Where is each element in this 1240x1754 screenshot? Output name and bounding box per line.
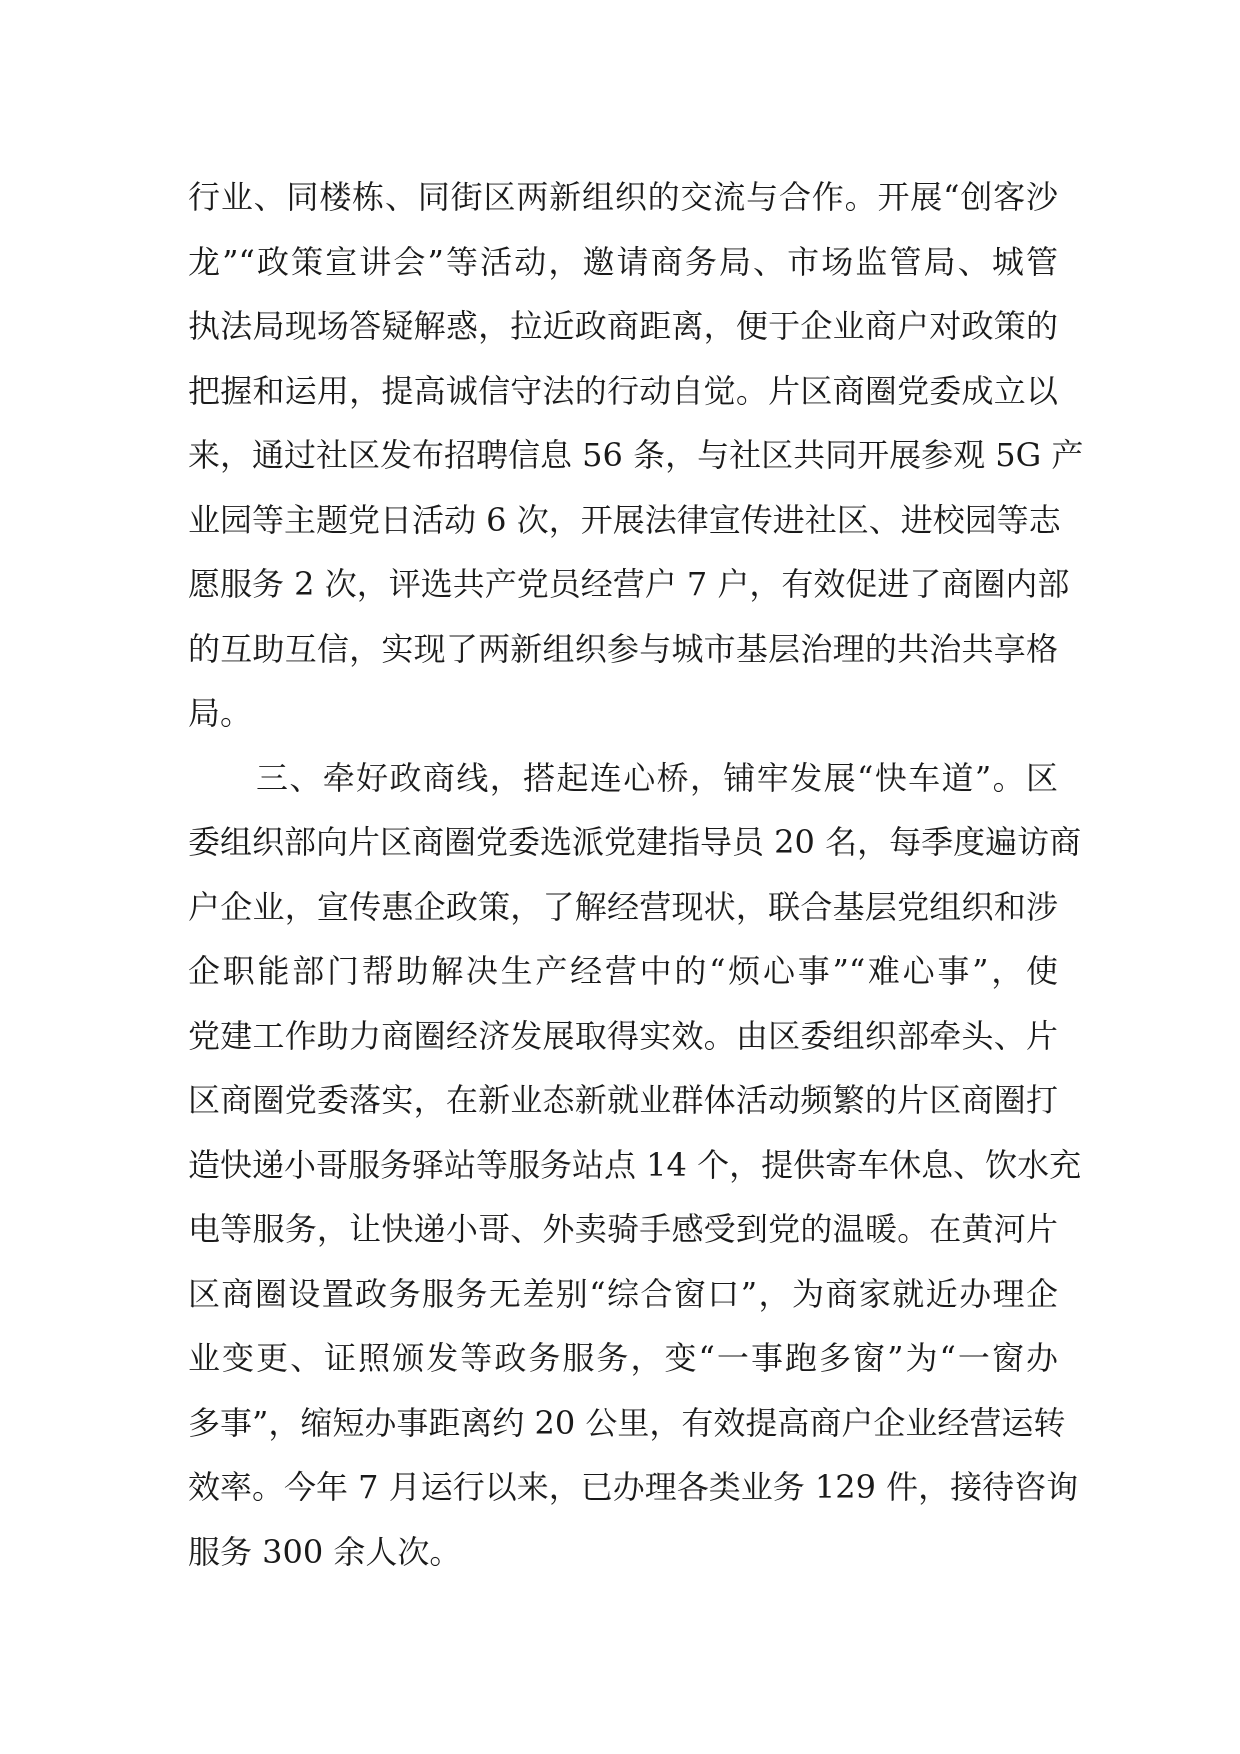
text-line: 企职能部门帮助解决生产经营中的“烦心事”“难心事”，使: [188, 952, 1058, 990]
text-line: 局。: [188, 694, 253, 732]
text-line: 来，通过社区发布招聘信息 56 条，与社区共同开展参观 5G 产: [188, 436, 1084, 474]
text-line: 业园等主题党日活动 6 次，开展法律宣传进社区、进校园等志: [188, 500, 1061, 539]
text-line: 电等服务，让快递小哥、外卖骑手感受到党的温暖。在黄河片: [188, 1210, 1058, 1248]
text-line: 龙”“政策宣讲会”等活动，邀请商务局、市场监管局、城管: [188, 242, 1058, 281]
text-line: 委组织部向片区商圈党委选派党建指导员 20 名，每季度遍访商: [188, 823, 1082, 861]
text-line: 区商圈党委落实，在新业态新就业群体活动频繁的片区商圈打: [188, 1081, 1058, 1119]
paragraph-1: [188, 165, 1084, 746]
document-body: [188, 165, 1084, 1584]
text-line: 把握和运用，提高诚信守法的行动自觉。片区商圈党委成立以: [188, 371, 1058, 410]
text-line: 区商圈设置政务服务无差别“综合窗口”，为商家就近办理企: [188, 1274, 1058, 1313]
text-line: 造快递小哥服务驿站等服务站点 14 个，提供寄车休息、饮水充: [188, 1145, 1082, 1184]
text-line: 的互助互信，实现了两新组织参与城市基层治理的共治共享格: [188, 629, 1058, 668]
text-line: 服务 300 余人次。: [188, 1532, 462, 1571]
section-heading-line: 三、牵好政商线，搭起连心桥，铺牢发展“快车道”。区: [256, 758, 1058, 797]
text-line: 愿服务 2 次，评选共产党员经营户 7 户，有效促进了商圈内部: [188, 565, 1070, 603]
paragraph-2: [188, 746, 1082, 1585]
text-line: 户企业，宣传惠企政策，了解经营现状，联合基层党组织和涉: [188, 887, 1058, 926]
text-line: 行业、同楼栋、同街区两新组织的交流与合作。开展“创客沙: [188, 178, 1058, 216]
text-line: 党建工作助力商圈经济发展取得实效。由区委组织部牵头、片: [188, 1016, 1058, 1055]
text-line: 业变更、证照颁发等政务服务，变“一事跑多窗”为“一窗办: [188, 1339, 1058, 1377]
text-line: 执法局现场答疑解惑，拉近政商距离，便于企业商户对政策的: [188, 307, 1058, 345]
text-line: 多事”，缩短办事距离约 20 公里，有效提高商户企业经营运转: [188, 1403, 1066, 1442]
text-line: 效率。今年 7 月运行以来，已办理各类业务 129 件，接待咨询: [188, 1468, 1079, 1506]
